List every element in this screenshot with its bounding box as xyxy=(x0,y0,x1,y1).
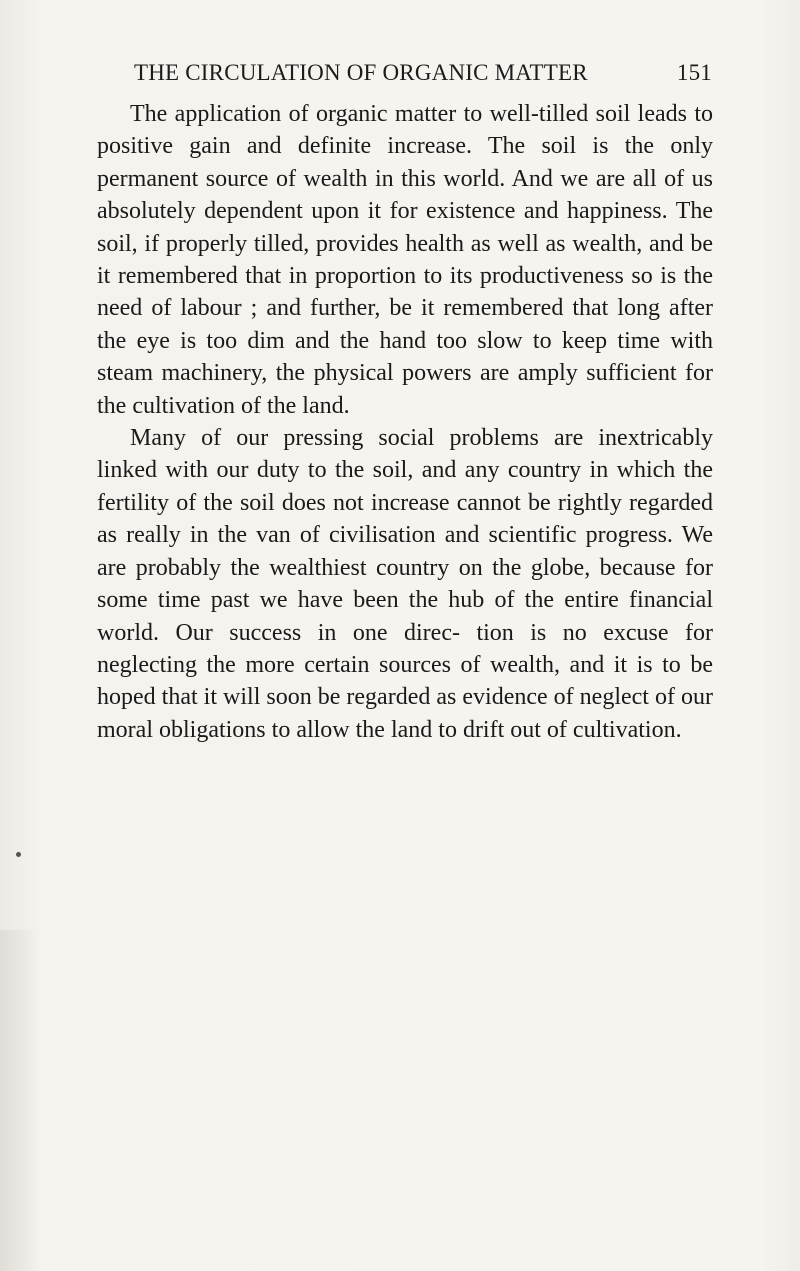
paragraph: The application of organic matter to well-tilled soil leads to positive gain and definite increase. The soil is the only permanent source of wealth in this world. And we are all of us absolutely dependent upon it for existence and happiness. The soil, if properly tilled, provides health as well as wealth, and be it remembered that in proportion to its productiveness so is the need of labour ; and further, be it remembered that long after the eye is too dim and the hand too slow to keep time with steam machinery, the physical powers are amply sufficient for the cultivation of the land. xyxy=(97,101,713,419)
running-head-title: THE CIRCULATION OF ORGANIC MATTER xyxy=(134,60,588,85)
page-edge-shadow xyxy=(0,930,40,1271)
page-number: 151 xyxy=(676,60,712,85)
paragraph: Many of our pressing social problems are inextricably linked with our duty to the soil, and any country in which the fertility of the soil does not increase cannot be rightly regarded as really in the van of civilisation and scientific progress. We are probably the wealthiest country on the globe, because for some time past we have been the hub of the entire financial world. Our success in one direc- tion is no excuse for neglecting the more certain sources of wealth, and it is to be hoped that it will soon be regarded as evidence of neglect of our moral obligations to allow the land to drift out of cultivation. xyxy=(97,425,713,743)
body-text xyxy=(97,98,713,746)
ink-speck xyxy=(16,852,21,857)
running-head xyxy=(134,60,712,96)
